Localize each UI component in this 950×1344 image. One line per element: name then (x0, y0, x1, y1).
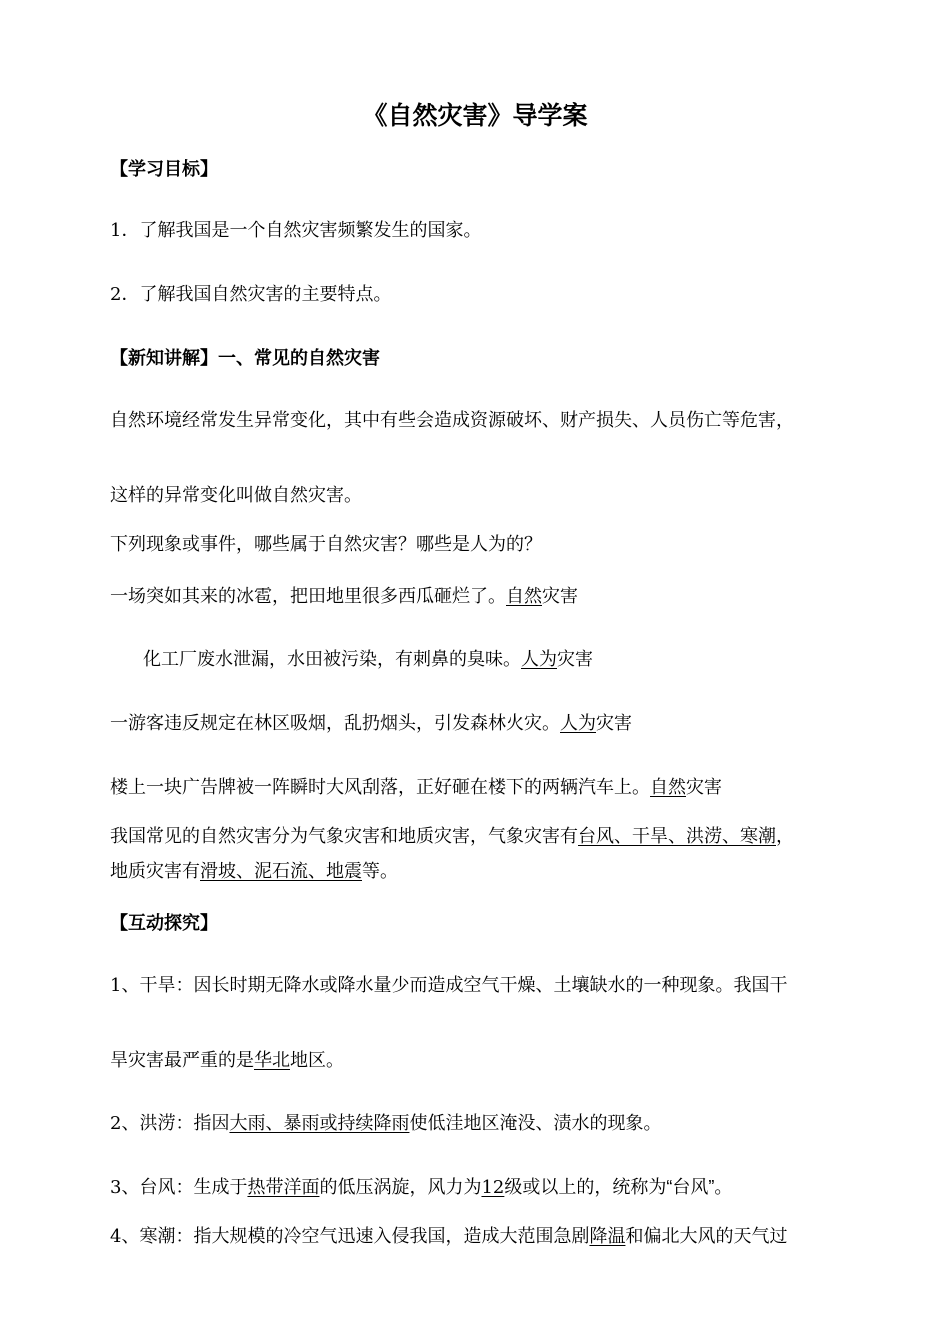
typhoon-line (110, 1178, 732, 1197)
example-answer: 人为 (521, 649, 557, 669)
cold-wave-answer: 降温 (589, 1226, 626, 1246)
drought-prefix: 旱灾害最严重的是 (110, 1050, 254, 1071)
example-suffix: 灾害 (542, 586, 578, 607)
new-knowledge-tag: 【新知讲解】 (110, 348, 218, 368)
summary-answer-weather: 台风、干旱、洪涝、寒潮 (578, 826, 776, 846)
new-knowledge-heading (110, 349, 380, 367)
example-item-2 (143, 650, 593, 669)
example-item-1 (110, 587, 578, 606)
summary-line-1 (110, 827, 794, 845)
typhoon-suffix: 级或以上的，统称为“台风”。 (504, 1177, 733, 1197)
cold-wave-number: 4、 (110, 1226, 140, 1247)
goal-item-2: 2．了解我国自然灾害的主要特点。 (110, 284, 392, 305)
summary-answer-geology: 滑坡、泥石流、地震 (200, 861, 362, 881)
cold-wave-label: 寒潮：指大规模的冷空气迅速入侵我国，造成大范围急剧 (139, 1226, 590, 1246)
classification-question: 下列现象或事件，哪些属于自然灾害？哪些是人为的？ (110, 534, 542, 554)
example-text: 一场突如其来的冰雹，把田地里很多西瓜砸烂了。 (110, 586, 506, 606)
example-answer: 人为 (560, 713, 596, 733)
new-knowledge-title: 一、常见的自然灾害 (218, 348, 380, 368)
drought-line-1: 1、干旱：因长时期无降水或降水量少而造成空气干燥、土壤缺水的一种现象。我国干 (110, 975, 788, 996)
cold-wave-line (110, 1227, 787, 1246)
document-title: 《自然灾害》导学案 (362, 102, 588, 130)
example-item-4 (110, 778, 722, 797)
summary-line-2 (110, 862, 398, 880)
flood-answer: 大雨、暴雨或持续降雨 (229, 1113, 410, 1134)
typhoon-answer-ocean: 热带洋面 (247, 1177, 320, 1197)
typhoon-answer-level: 12 (481, 1177, 505, 1198)
summary-prefix: 地质灾害有 (110, 861, 200, 881)
drought-answer: 华北 (254, 1050, 290, 1071)
summary-prefix: 我国常见的自然灾害分为气象灾害和地质灾害，气象灾害有 (110, 826, 578, 846)
example-item-3 (110, 714, 632, 733)
summary-suffix: 等。 (362, 861, 398, 881)
flood-suffix: 使低洼地区淹没、渍水的现象。 (409, 1113, 662, 1134)
explore-heading: 【互动探究】 (110, 913, 218, 933)
flood-prefix: 2、洪涝：指因 (110, 1113, 230, 1134)
example-suffix: 灾害 (686, 777, 722, 798)
drought-line-2 (110, 1052, 344, 1070)
typhoon-number: 3、 (110, 1177, 140, 1198)
example-text: 楼上一块广告牌被一阵瞬时大风刮落，正好砸在楼下的两辆汽车上。 (110, 777, 650, 797)
goals-heading: 【学习目标】 (110, 159, 218, 179)
example-answer: 自然 (506, 586, 542, 607)
drought-suffix: 地区。 (290, 1050, 344, 1071)
example-text: 化工厂废水泄漏，水田被污染，有刺鼻的臭味。 (143, 649, 521, 669)
typhoon-label: 台风：生成于 (139, 1177, 248, 1197)
cold-wave-suffix: 和偏北大风的天气过 (625, 1226, 788, 1246)
definition-line-1: 自然环境经常发生异常变化，其中有些会造成资源破坏、财产损失、人员伤亡等危害， (110, 410, 794, 431)
summary-suffix: ， (776, 826, 794, 846)
example-suffix: 灾害 (557, 649, 593, 670)
example-suffix: 灾害 (596, 713, 632, 734)
goal-item-1: 1．了解我国是一个自然灾害频繁发生的国家。 (110, 220, 482, 241)
definition-line-2: 这样的异常变化叫做自然灾害。 (110, 485, 362, 506)
typhoon-mid: 的低压涡旋，风力为 (319, 1177, 482, 1197)
example-answer: 自然 (650, 777, 686, 798)
example-text: 一游客违反规定在林区吸烟，乱扔烟头，引发森林火灾。 (110, 713, 560, 733)
flood-line (110, 1115, 661, 1133)
